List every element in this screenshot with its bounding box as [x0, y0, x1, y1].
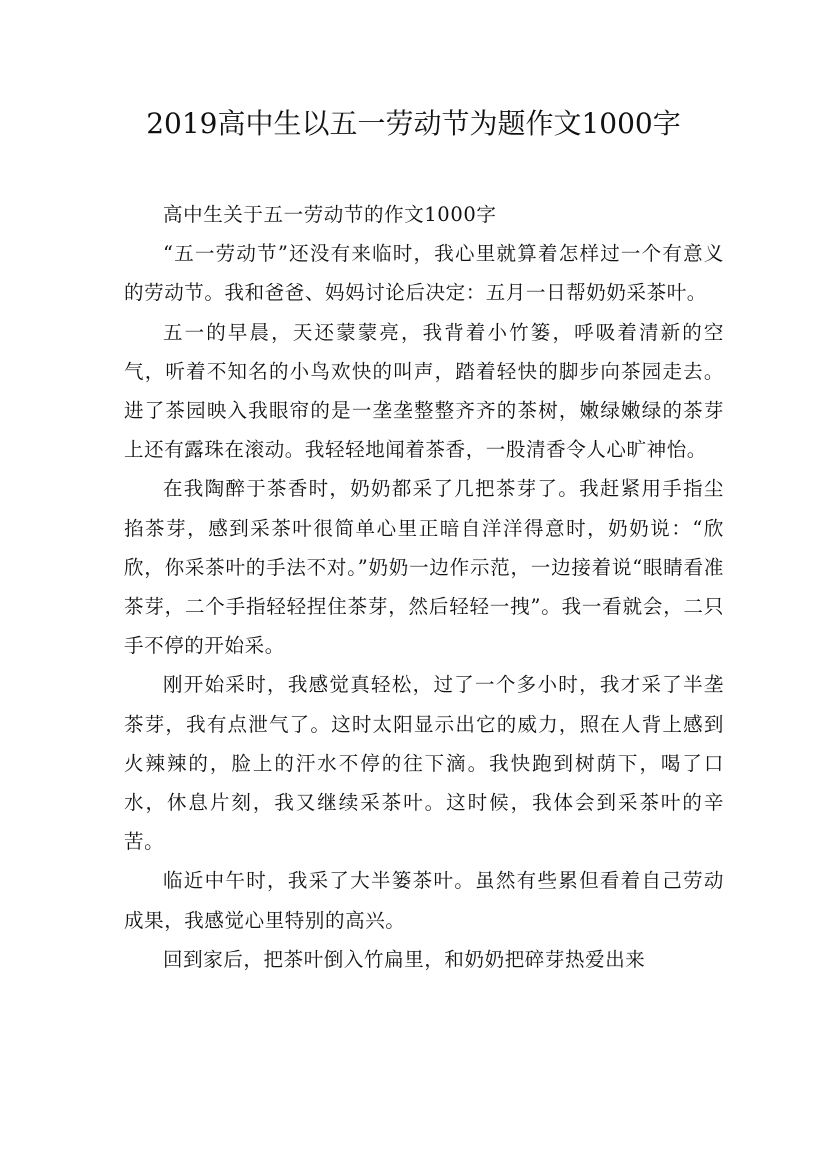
paragraph: 刚开始采时，我感觉真轻松，过了一个多小时，我才采了半垄茶芽，我有点泄气了。这时太阳显示出它的威力，照在人背上感到火辣辣的，脸上的汗水不停的往下滴。我快跑到树荫下，喝了口水，休息片刻，我又继续采茶叶。这时候，我体会到采茶叶的辛苦。 [124, 673, 724, 854]
paragraph: “五一劳动节”还没有来临时，我心里就算着怎样过一个有意义的劳动节。我和爸爸、妈妈讨论后决定：五月一日帮奶奶采茶叶。 [124, 242, 724, 305]
paragraph: 在我陶醉于茶香时，奶奶都采了几把茶芽了。我赶紧用手指尘掐茶芽，感到采茶叶很简单心里正暗自洋洋得意时，奶奶说：“欣欣，你采茶叶的手法不对。”奶奶一边作示范，一边接着说“眼睛看准茶芽，二个手指轻轻捏住茶芽，然后轻轻一拽”。我一看就会，二只手不停的开始采。 [124, 477, 724, 658]
paragraph: 临近中午时，我采了大半篓茶叶。虽然有些累但看着自己劳动成果，我感觉心里特别的高兴。 [124, 869, 724, 932]
paragraph: 五一的早晨，天还蒙蒙亮，我背着小竹篓，呼吸着清新的空气，听着不知名的小鸟欢快的叫声，踏着轻快的脚步向茶园走去。进了茶园映入我眼帘的是一垄垄整整齐齐的茶树，嫩绿嫩绿的茶芽上还有露珠在滚动。我轻轻地闻着茶香，一股清香令人心旷神怡。 [124, 320, 724, 462]
paragraph: 回到家后，把茶叶倒入竹扁里，和奶奶把碎芽热爱出来 [163, 947, 646, 971]
paragraph-subtitle: 高中生关于五一劳动节的作文1000字 [163, 203, 497, 226]
document-title: 2019高中生以五一劳动节为题作文1000字 [146, 107, 681, 140]
document-body [124, 195, 724, 979]
